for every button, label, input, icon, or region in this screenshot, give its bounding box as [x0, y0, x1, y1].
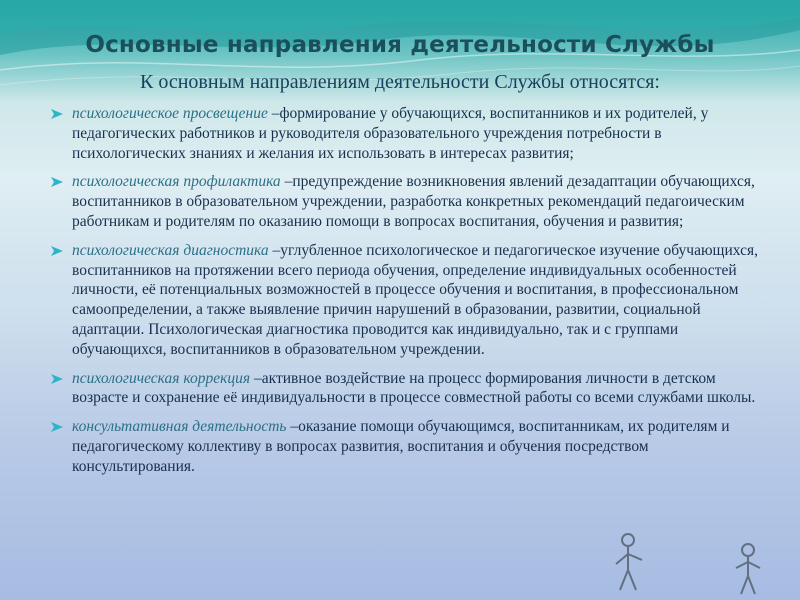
list-item-term: консультативная деятельность [72, 418, 287, 436]
list-item [50, 369, 762, 409]
arrow-bullet-icon [50, 421, 64, 433]
arrow-bullet-icon [50, 176, 64, 188]
arrow-bullet-icon [50, 373, 64, 385]
list-item-text: –углубленное психологическое и педагогическое изучение обучающихся, воспитанников на протяжении всего периода обучения, определение индивидуальных особенностей личности, её потенциальных возможностей в процессе обучения и воспитания, в профессиональном самоопределении, а также выявление причин нарушений в образовании, развитии, социальной адаптации. Психологическая диагностика проводится как индивидуально, так и с группами обучающихся, воспитанников в образовательном учреждении. [72, 241, 758, 358]
family-figures-decoration [598, 528, 778, 598]
list-item [50, 172, 762, 231]
list-item-term: психологическое просвещение [72, 105, 268, 122]
arrow-bullet-icon [50, 245, 64, 257]
list-item-text: –предупреждение возникновения явлений дезадаптации обучающихся, воспитанников в образовательном учреждении, разработка конкретных рекомендаций педагоическим работникам и родителям по оказанию помощи в вопросах воспитания, обучения и развития; [72, 173, 755, 230]
slide-title: Основные направления деятельности Службы [85, 32, 715, 58]
list-item-text: –формирование у обучающихся, воспитанников и их родителей, у педагогических работников и руководителя образовательного учреждения потребности в психологических знаниях и желания их использовать в интересах развития; [72, 105, 709, 162]
list-item [50, 417, 762, 476]
arrow-bullet-icon [50, 108, 64, 120]
list-item-term: психологическая профилактика [72, 173, 281, 191]
list-item-term: психологическая коррекция [72, 369, 251, 387]
direction-list [50, 104, 762, 486]
slide-subtitle: К основным направлениям деятельности Службы относятся: [140, 71, 660, 93]
list-item [50, 241, 762, 360]
list-item-text: –активное воздействие на процесс формирования личности в детском возрасте и сохранение её индивидуальности в процессе совместной работы со всеми службами школы. [72, 369, 756, 407]
list-item [50, 104, 762, 163]
list-item-text: –оказание помощи обучающимся, воспитанникам, их родителям и педагогическому коллективу в вопросах развития, воспитания и обучения посредством консультирования. [72, 418, 730, 475]
header-wave-decoration [0, 0, 800, 120]
list-item-term: психологическая диагностика [72, 241, 269, 259]
